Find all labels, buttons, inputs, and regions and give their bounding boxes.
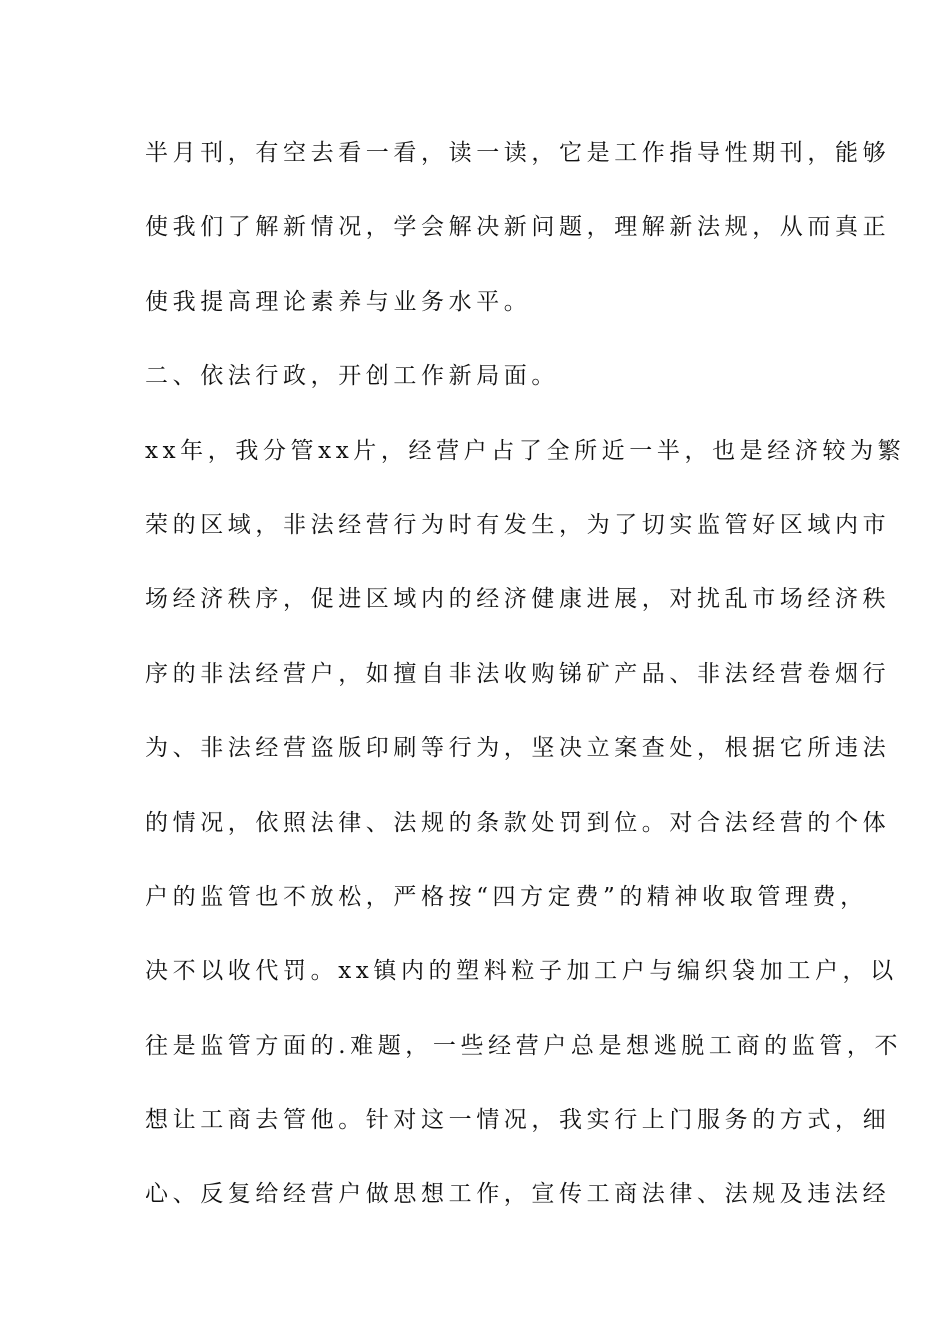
- text-line-3: 使我提高理论素养与业务水平。: [145, 288, 532, 315]
- section-heading: 二、依法行政，开创工作新局面。: [145, 363, 559, 390]
- text-line-9: 为、非法经营盗版印刷等行为，坚决立案查处，根据它所违法: [145, 735, 891, 762]
- text-line-7: 场经济秩序，促进区域内的经济健康进展，对扰乱市场经济秩: [145, 586, 891, 613]
- text-line-11: 户的监管也不放松，严格按“四方定费”的精神收取管理费，: [145, 883, 868, 910]
- text-line-15: 心、反复给经营户做思想工作，宣传工商法律、法规及违法经: [145, 1181, 891, 1208]
- text-line-2: 使我们了解新情况，学会解决新问题，理解新法规，从而真正: [145, 214, 891, 241]
- text-line-8: 序的非法经营户，如擅自非法收购锑矿产品、非法经营卷烟行: [145, 660, 891, 687]
- text-line-14: 想让工商去管他。针对这一情况，我实行上门服务的方式，细: [145, 1107, 891, 1134]
- text-line-10: 的情况，依照法律、法规的条款处罚到位。对合法经营的个体: [145, 809, 891, 836]
- body-text: [145, 128, 906, 1244]
- text-line-1: 半月刊，有空去看一看，读一读，它是工作指导性期刊，能够: [145, 140, 891, 166]
- text-line-6: 荣的区域，非法经营行为时有发生，为了切实监管好区域内市: [145, 511, 891, 538]
- text-line-13: 往是监管方面的.难题，一些经营户总是想逃脱工商的监管，不: [145, 1032, 903, 1059]
- text-line-5: xx年，我分管xx片，经营户占了全所近一半，也是经济较为繁: [145, 437, 906, 464]
- text-line-12: 决不以收代罚。xx镇内的塑料粒子加工户与编织袋加工户，以: [145, 958, 898, 985]
